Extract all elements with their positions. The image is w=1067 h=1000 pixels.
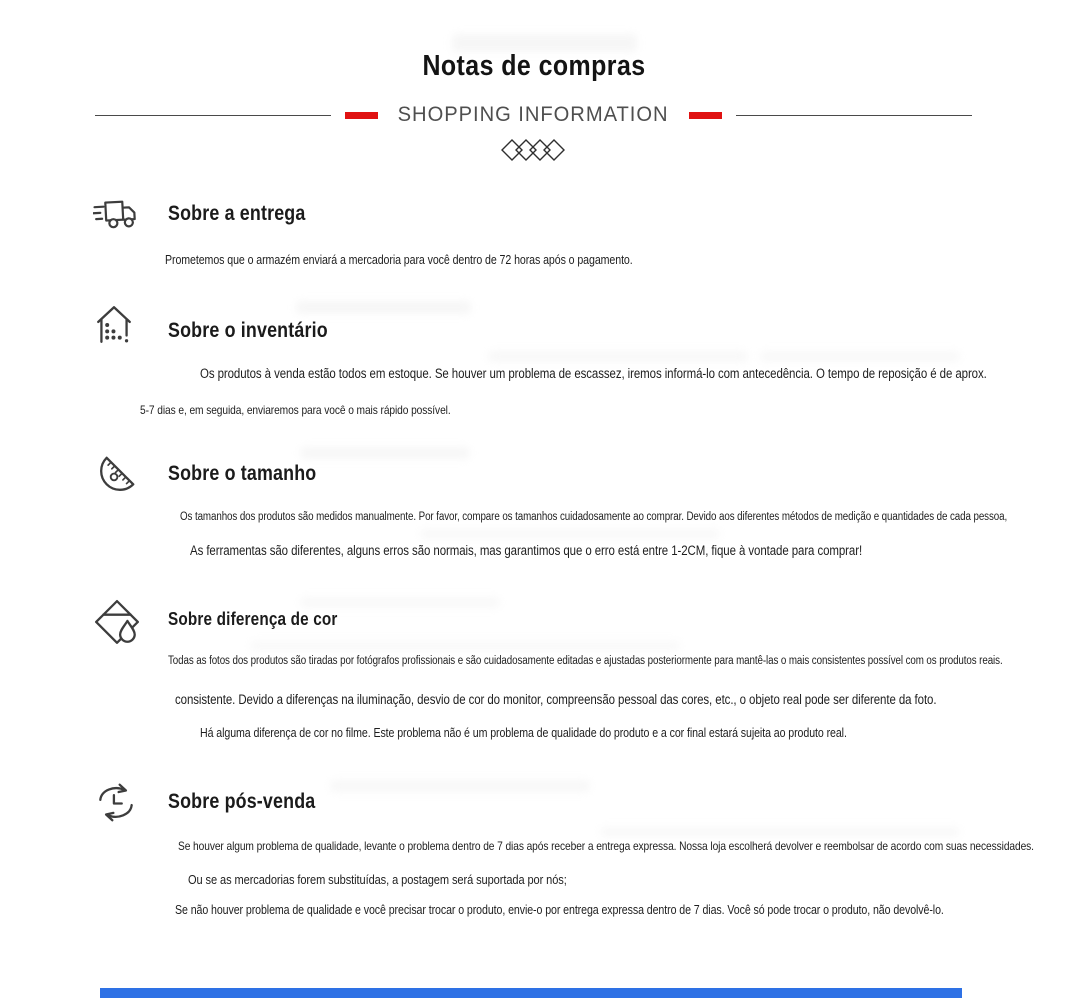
delivery-text: Prometemos que o armazém enviará a mercadoria para você dentro de 72 horas após o pagamento. [165,253,633,267]
ghost-artifact [250,641,680,651]
ghost-artifact [420,529,720,539]
color-text: Há alguma diferença de cor no filme. Este problema não é um problema de qualidade do produto e a cor final estará sujeita ao produto real. [200,726,847,740]
after-sales-icon [93,782,139,829]
section-heading-color: Sobre diferença de cor [168,609,338,629]
truck-icon [93,197,141,240]
red-dash-left [345,112,378,119]
red-dash-right [689,112,722,119]
section-heading-inventory: Sobre o inventário [168,319,328,342]
divider-line-left [95,115,331,116]
inventory-text: Os produtos à venda estão todos em estoque. Se houver um problema de escassez, iremos informá-lo com antecedência. O tempo de reposição é de aprox. [200,366,987,381]
diamonds-ornament-icon [501,138,567,162]
page-subtitle: SHOPPING INFORMATION [398,103,669,126]
ghost-artifact [760,351,960,362]
color-text: Todas as fotos dos produtos são tiradas por fotógrafos profissionais e são cuidadosamente editadas e ajustadas posteriormente para mantê-las o mais consistentes possível com os produtos reais. [168,655,1003,667]
after-sales-text: Ou se as mercadorias forem substituídas, a postagem será suportada por nós; [188,872,567,887]
subtitle-divider [95,104,972,126]
paint-bucket-icon [93,598,141,653]
color-text: consistente. Devido a diferenças na iluminação, desvio de cor do monitor, compreensão pessoal das cores, etc., o objeto real pode ser diferente da foto. [175,692,937,707]
size-text: As ferramentas são diferentes, alguns erros são normais, mas garantimos que o erro está entre 1-2CM, fique à vontade para comprar! [190,543,863,558]
ghost-artifact [330,780,590,792]
ghost-artifact [296,301,471,314]
ghost-artifact [300,597,500,608]
warehouse-icon [93,302,135,351]
inventory-text: 5-7 dias e, em seguida, enviaremos para você o mais rápido possível. [140,403,451,417]
ghost-artifact [300,447,470,459]
ghost-artifact [600,827,960,837]
section-heading-after-sales: Sobre pós-venda [168,790,316,813]
page-title: Notas de compras [421,50,646,82]
after-sales-text: Se não houver problema de qualidade e você precisar trocar o produto, envie-o por entrega expressa dentro de 7 dias. Você só pode trocar o produto, não devolvê-lo. [175,903,944,917]
ghost-artifact [488,351,748,362]
section-heading-size: Sobre o tamanho [168,462,317,485]
divider-line-right [736,115,972,116]
size-text: Os tamanhos dos produtos são medidos manualmente. Por favor, compare os tamanhos cuidadosamente ao comprar. Devido aos diferentes métodos de medição e quantidades de cada pessoa, [180,511,1008,523]
bottom-blue-bar [100,988,962,998]
protractor-icon [93,450,141,503]
after-sales-text: Se houver algum problema de qualidade, levante o problema dentro de 7 dias após receber a entrega expressa. Nossa loja escolherá devolver e reembolsar de acordo com suas necessidades. [178,839,1034,853]
section-heading-delivery: Sobre a entrega [168,202,306,225]
